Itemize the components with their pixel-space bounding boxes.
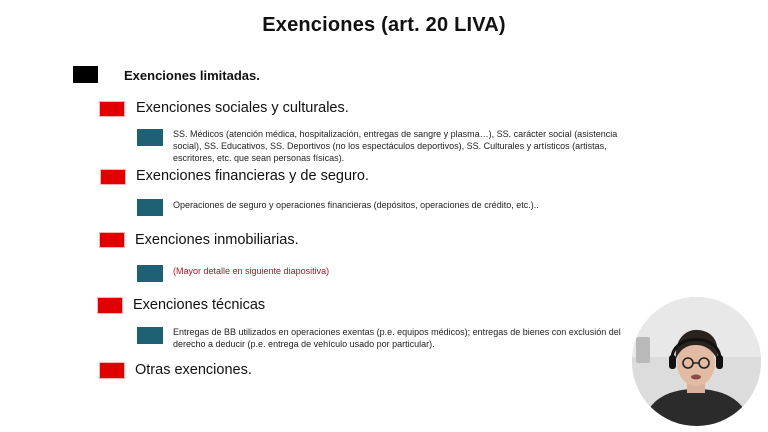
section-detail-real-estate: (Mayor detalle en siguiente diapositiva) bbox=[173, 266, 330, 276]
slide-title: Exenciones (art. 20 LIVA) bbox=[262, 14, 506, 36]
red-square-bullet-icon bbox=[100, 169, 126, 185]
red-square-bullet-icon bbox=[99, 101, 125, 117]
section-detail-technical: Entregas de BB utilizados en operaciones exentas (p.e. equipos médicos); entregas de bienes con exclusión del derecho a deducir (p.e. entrega de vehículo usado por particular). bbox=[173, 327, 621, 349]
blue-square-bullet-icon bbox=[137, 129, 163, 146]
section-label-financial: Exenciones financieras y de seguro. bbox=[136, 168, 369, 184]
blue-square-bullet-icon bbox=[137, 199, 163, 216]
blue-square-bullet-icon bbox=[137, 265, 163, 282]
section-label-real-estate: Exenciones inmobiliarias. bbox=[135, 232, 299, 248]
section-detail-financial: Operaciones de seguro y operaciones financieras (depósitos, operaciones de crédito, etc.).. bbox=[173, 200, 539, 210]
red-square-bullet-icon bbox=[99, 232, 125, 248]
red-square-bullet-icon bbox=[99, 362, 125, 379]
blue-square-bullet-icon bbox=[137, 327, 163, 344]
red-square-bullet-icon bbox=[97, 297, 123, 314]
presenter-webcam-icon bbox=[632, 297, 761, 426]
section-label-technical: Exenciones técnicas bbox=[133, 297, 266, 313]
section-label-other: Otras exenciones. bbox=[135, 362, 252, 378]
section-label-social: Exenciones sociales y culturales. bbox=[136, 100, 349, 116]
section-detail-social: SS. Médicos (atención médica, hospitalización, entregas de sangre y plasma…), SS. carácter social (asistencia social), SS. Educativos, SS. Deportivos (no los espectáculos deportivos), SS. Culturales y artísticos (artistas, escritores, etc. que sean personas físicas). bbox=[173, 129, 618, 163]
main-heading: Exenciones limitadas. bbox=[124, 68, 260, 83]
black-square-bullet-icon bbox=[73, 66, 98, 83]
